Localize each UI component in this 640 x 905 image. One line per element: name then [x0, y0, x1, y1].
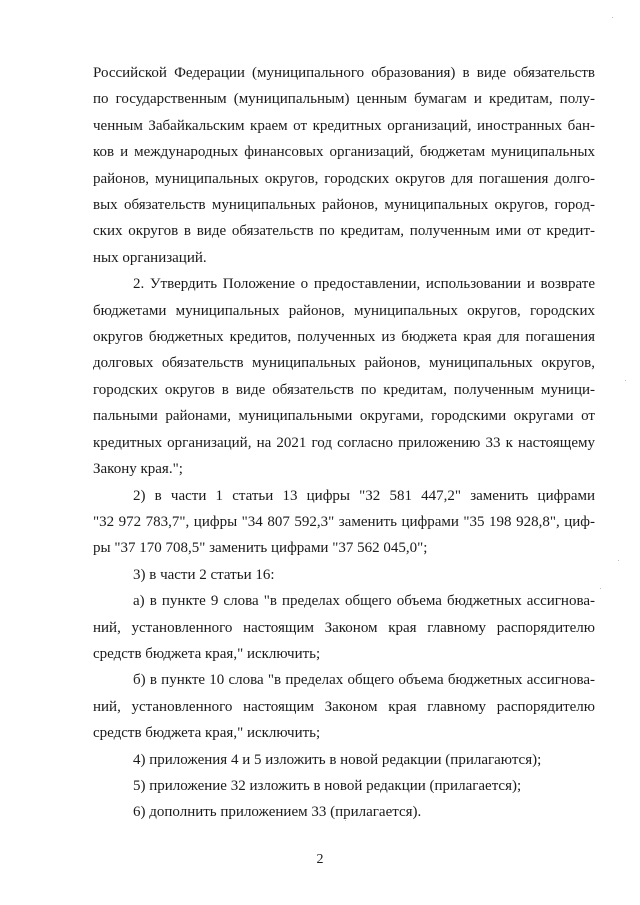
text-line: ных организаций. [93, 249, 207, 266]
text-line: ний, установленного настоящим Законом края главному распорядителю [93, 698, 595, 715]
paragraph-p2 [93, 271, 595, 482]
text-line: ских округов в виде обязательств по кредитам, полученным ими от кредит- [93, 223, 595, 240]
text-line: районов, муниципальных округов, городских округов для погашения долго- [93, 170, 595, 187]
text-line: "32 972 783,7", цифры "34 807 592,3" заменить цифрами "35 198 928,8", циф- [93, 513, 595, 530]
text-line: 6) дополнить приложением 33 (прилагается). [133, 804, 422, 821]
paragraph-p6 [93, 667, 595, 746]
text-line: вых обязательств муниципальных районов, муниципальных округов, город- [93, 197, 595, 214]
paragraph-p9 [93, 799, 595, 825]
text-line: средств бюджета края," исключить; [93, 725, 321, 742]
text-line: бюджетами муниципальных районов, муниципальных округов, городских [93, 302, 595, 319]
scan-speck [612, 17, 613, 18]
text-line: Закону края."; [93, 461, 183, 478]
text-line: средств бюджета края," исключить; [93, 645, 321, 662]
text-line: ченным Забайкальским краем от кредитных организаций, иностранных бан- [93, 117, 595, 134]
text-line: а) в пункте 9 слова "в пределах общего объема бюджетных ассигнова- [133, 593, 595, 610]
document-body [93, 60, 595, 826]
text-line: 4) приложения 4 и 5 изложить в новой редакции (прилагаются); [133, 751, 542, 768]
paragraph-p3 [93, 483, 595, 562]
scan-speck [625, 380, 626, 381]
scan-speck [600, 588, 601, 589]
text-line: ний, установленного настоящим Законом края главному распорядителю [93, 619, 595, 636]
text-line: кредитных организаций, на 2021 год согласно приложению 33 к настоящему [93, 434, 595, 451]
text-line: ков и международных финансовых организаций, бюджетам муниципальных [93, 144, 595, 161]
text-line: Российской Федерации (муниципального образования) в виде обязательств [93, 65, 595, 81]
text-line: 2. Утвердить Положение о предоставлении, использовании и возврате [133, 276, 595, 293]
paragraph-p1 [93, 60, 595, 271]
text-line: 5) приложение 32 изложить в новой редакции (прилагается); [133, 777, 522, 794]
scan-speck [618, 560, 619, 561]
text-line: округов бюджетных кредитов, полученных из бюджета края для погашения [93, 329, 595, 346]
text-line: городских округов в виде обязательств по кредитам, полученным муници- [93, 381, 595, 398]
text-line: 3) в части 2 статьи 16: [133, 566, 275, 583]
page-number: 2 [316, 852, 324, 867]
paragraph-p5 [93, 588, 595, 667]
text-line: пальными районами, муниципальными округами, городскими округами от [93, 408, 595, 425]
text-line: долговых обязательств муниципальных районов, муниципальных округов, [93, 355, 595, 372]
scan-speck [345, 820, 346, 821]
text-line: б) в пункте 10 слова "в пределах общего объема бюджетных ассигнова- [133, 672, 595, 689]
text-line: ры "37 170 708,5" заменить цифрами "37 562 045,0"; [93, 540, 428, 557]
paragraph-p4 [93, 562, 595, 588]
text-line: 2) в части 1 статьи 13 цифры "32 581 447,2" заменить цифрами [133, 487, 595, 504]
paragraph-p7 [93, 747, 595, 773]
paragraph-p8 [93, 773, 595, 799]
text-line: по государственным (муниципальным) ценным бумагам и кредитам, полу- [93, 91, 595, 108]
